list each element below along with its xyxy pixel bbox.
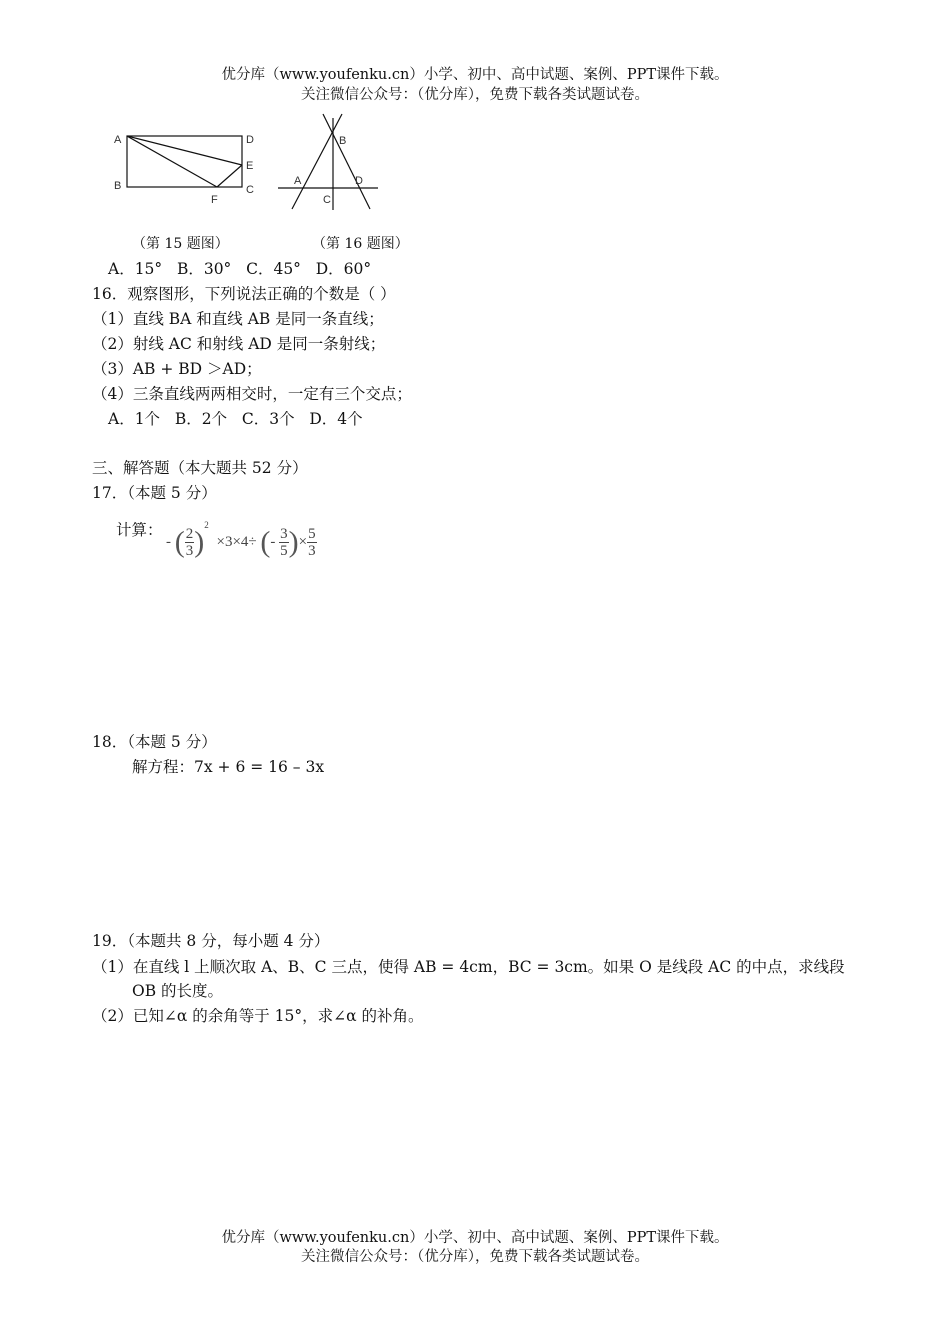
header-line-1: 优分库（www.youfenku.cn）小学、初中、高中试题、案例、PPT课件下载。	[221, 67, 729, 83]
times-sign: ×	[298, 534, 308, 550]
right-paren: )	[288, 525, 299, 559]
q16-item-1: （1）直线 BA 和直线 AB 是同一条直线；	[92, 310, 384, 328]
numerator: 5	[308, 526, 316, 543]
segment-af	[127, 136, 217, 187]
left-paren: (	[260, 525, 271, 559]
q17-stem: 17．（本题 5 分）	[92, 484, 217, 502]
label-e: E	[246, 160, 254, 172]
numerator: 3	[280, 526, 288, 543]
q19-stem: 19．（本题共 8 分，每小题 4 分）	[92, 932, 330, 950]
q16-item-3: （3）AB + BD ＞AD；	[92, 360, 262, 378]
label-b: B	[339, 135, 347, 147]
footer-line-1: 优分库（www.youfenku.cn）小学、初中、高中试题、案例、PPT课件下载。	[221, 1230, 729, 1246]
q15-options: A．15° B．30° C．45° D．60°	[108, 260, 372, 278]
q18-equation: 解方程：7x + 6 = 16 – 3x	[132, 758, 325, 776]
denominator: 5	[280, 543, 288, 560]
q16-options: A．1个 B．2个 C．3个 D．4个	[108, 410, 363, 428]
figure-16-caption: （第 16 题图）	[312, 236, 409, 252]
label-a: A	[114, 134, 122, 146]
line-ba	[292, 114, 342, 209]
footer-line-2: 关注微信公众号：（优分库），免费下载各类试题试卷。	[301, 1249, 649, 1265]
numerator: 2	[185, 526, 194, 543]
q18-stem: 18．（本题 5 分）	[92, 733, 217, 751]
q17-expression	[166, 520, 317, 566]
fraction-3-5	[279, 526, 289, 559]
q16-item-4: （4）三条直线两两相交时，一定有三个交点；	[92, 385, 412, 403]
label-a: A	[294, 175, 302, 187]
left-paren: (	[174, 525, 185, 559]
label-d: D	[246, 134, 254, 146]
header-line-2: 关注微信公众号：（优分库），免费下载各类试题试卷。	[301, 87, 649, 103]
right-paren: )	[194, 525, 205, 559]
label-f: F	[211, 194, 218, 206]
q19-part-1-line-1: （1）在直线 l 上顺次取 A、B、C 三点，使得 AB = 4cm，BC = 3cm。如果 O 是线段 AC 的中点，求线段	[92, 958, 845, 976]
figure-15-diagram	[108, 125, 268, 210]
figure-16-diagram	[278, 112, 388, 212]
q19-part-2: （2）已知∠α 的余角等于 15°，求∠α 的补角。	[92, 1007, 424, 1025]
segment-ae	[127, 136, 242, 165]
denominator: 3	[308, 543, 316, 560]
q16-stem: 16．观察图形，下列说法正确的个数是（ ）	[92, 285, 396, 303]
segment-fe	[217, 165, 242, 187]
rectangle-abcd	[127, 136, 242, 187]
fraction-5-3	[307, 526, 317, 559]
section-3-title: 三、解答题（本大题共 52 分）	[92, 459, 308, 477]
q16-item-2: （2）射线 AC 和射线 AD 是同一条射线；	[92, 335, 386, 353]
label-b: B	[114, 180, 122, 192]
fraction-2-3	[185, 526, 195, 559]
q19-part-1-line-2: OB 的长度。	[132, 982, 224, 1000]
minus-sign: -	[270, 534, 276, 550]
label-c: C	[246, 184, 254, 196]
exponent: 2	[204, 520, 209, 530]
middle-terms: ×3×4÷	[216, 534, 257, 550]
label-c: C	[323, 194, 331, 206]
denominator: 3	[185, 543, 194, 560]
q17-label: 计算：	[116, 521, 163, 539]
label-d: D	[355, 175, 363, 187]
minus-sign: -	[166, 534, 171, 550]
figure-15-caption: （第 15 题图）	[132, 236, 229, 252]
